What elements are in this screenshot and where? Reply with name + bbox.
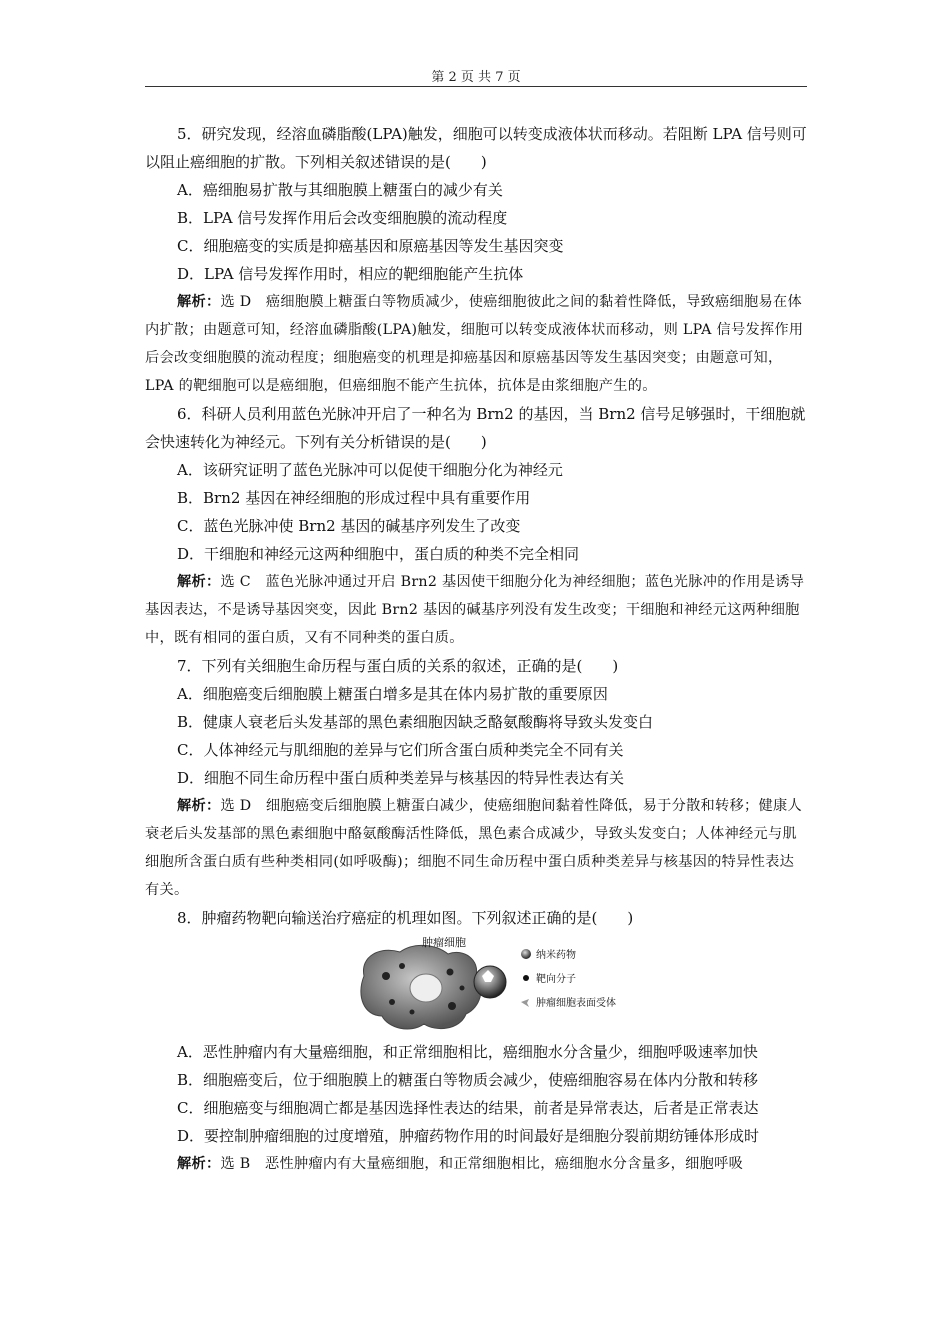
document-body bbox=[145, 120, 807, 1178]
granule bbox=[448, 1002, 456, 1010]
option-a: A．细胞癌变后细胞膜上糖蛋白增多是其在体内易扩散的重要原因 bbox=[177, 685, 608, 703]
question-stem: 8．肿瘤药物靶向输送治疗癌症的机理如图。下列叙述正确的是( ) bbox=[177, 909, 634, 927]
granule bbox=[447, 969, 454, 976]
explanation bbox=[145, 1150, 807, 1178]
option-b: B．健康人衰老后头发基部的黑色素细胞因缺乏酪氨酸酶将导致头发变白 bbox=[177, 713, 654, 731]
option-a: A．该研究证明了蓝色光脉冲可以促使干细胞分化为神经元 bbox=[177, 461, 563, 479]
question-stem: 5．研究发现，经溶血磷脂酸(LPA)触发，细胞可以转变成液体状而移动。若阻断 LPA 信号则可以阻止癌细胞的扩散。下列相关叙述错误的是( ) bbox=[145, 125, 807, 171]
option-d: D．细胞不同生命历程中蛋白质种类差异与核基因的特异性表达有关 bbox=[177, 769, 625, 787]
nucleus bbox=[410, 974, 442, 1002]
option-c: C．细胞癌变的实质是抑癌基因和原癌基因等发生基因突变 bbox=[177, 237, 564, 255]
option-d: D．要控制肿瘤细胞的过度增殖，肿瘤药物作用的时间最好是细胞分裂前期纺锤体形成时 bbox=[177, 1127, 760, 1145]
question-7 bbox=[145, 652, 807, 904]
granule bbox=[389, 999, 395, 1005]
legend-receptor-icon bbox=[521, 999, 529, 1007]
explanation-text: 选 C 蓝色光脉冲通过开启 Brn2 基因使干细胞分化为神经细胞；蓝色光脉冲的作用是诱导基因表达，不是诱导基因突变，因此 Brn2 基因的碱基序列没有发生改变；干细胞和神经元这两种细胞中，既有相同的蛋白质，又有不同种类的蛋白质。 bbox=[145, 574, 805, 646]
explanation-text: 选 D 癌细胞膜上糖蛋白等物质减少，使癌细胞彼此之间的黏着性降低，导致癌细胞易在体内扩散；由题意可知，经溶血磷脂酸(LPA)触发，细胞可以转变成液体状而移动，则 LPA 信号发挥作用后会改变细胞膜的流动程度；细胞癌变的机理是抑癌基因和原癌基因等发生基因突变；由题意可知，LPA 的靶细胞可以是癌细胞，但癌细胞不能产生抗体，抗体是由浆细胞产生的。 bbox=[145, 294, 804, 394]
explanation-label: 解析： bbox=[177, 798, 221, 814]
option-a: A．恶性肿瘤内有大量癌细胞，和正常细胞相比，癌细胞水分含量少，细胞呼吸速率加快 bbox=[177, 1043, 758, 1061]
legend-target-molecule-icon bbox=[523, 975, 529, 981]
explanation bbox=[145, 568, 807, 652]
header-divider bbox=[145, 86, 807, 87]
option-b: B．LPA 信号发挥作用后会改变细胞膜的流动程度 bbox=[177, 209, 508, 227]
option-b: B．Brn2 基因在神经细胞的形成过程中具有重要作用 bbox=[177, 489, 531, 507]
page-header: 第 2 页 共 7 页 bbox=[431, 70, 521, 85]
option-d: D．LPA 信号发挥作用时，相应的靶细胞能产生抗体 bbox=[177, 265, 524, 283]
cell-label: 肿瘤细胞 bbox=[422, 936, 466, 949]
explanation bbox=[145, 288, 807, 400]
option-d: D．干细胞和神经元这两种细胞中，蛋白质的种类不完全相同 bbox=[177, 545, 580, 563]
question-8 bbox=[145, 904, 807, 1178]
granule bbox=[460, 986, 465, 991]
question-6 bbox=[145, 400, 807, 652]
legend-nano-drug-icon bbox=[521, 949, 531, 959]
option-c: C．人体神经元与肌细胞的差异与它们所含蛋白质种类完全不同有关 bbox=[177, 741, 624, 759]
question-stem: 7．下列有关细胞生命历程与蛋白质的关系的叙述，正确的是( ) bbox=[177, 657, 619, 675]
option-c: C．细胞癌变与细胞凋亡都是基因选择性表达的结果，前者是异常表达，后者是正常表达 bbox=[177, 1099, 759, 1117]
explanation-label: 解析： bbox=[177, 1156, 221, 1172]
question-stem: 6．科研人员利用蓝色光脉冲开启了一种名为 Brn2 的基因，当 Brn2 信号足够强时，干细胞就会快速转化为神经元。下列有关分析错误的是( ) bbox=[145, 405, 806, 451]
tumor-drug-figure bbox=[145, 936, 807, 1036]
explanation bbox=[145, 792, 807, 904]
granule bbox=[410, 1010, 415, 1015]
explanation-label: 解析： bbox=[177, 574, 221, 590]
granule bbox=[399, 963, 405, 969]
explanation-text: 选 B 恶性肿瘤内有大量癌细胞，和正常细胞相比，癌细胞水分含量多，细胞呼吸 bbox=[220, 1156, 744, 1172]
tumor-diagram bbox=[352, 936, 642, 1036]
question-5 bbox=[145, 120, 807, 400]
explanation-label: 解析： bbox=[177, 294, 221, 310]
explanation-text: 选 D 细胞癌变后细胞膜上糖蛋白减少，使癌细胞间黏着性降低，易于分散和转移；健康人衰老后头发基部的黑色素细胞中酪氨酸酶活性降低，黑色素合成减少，导致头发变白；人体神经元与肌细胞所含蛋白质有些种类相同(如呼吸酶)；细胞不同生命历程中蛋白质种类差异与核基因的特异性表达有关。 bbox=[145, 798, 802, 898]
legend-target-molecule: 靶向分子 bbox=[536, 974, 576, 985]
option-b: B．细胞癌变后，位于细胞膜上的糖蛋白等物质会减少，使癌细胞容易在体内分散和转移 bbox=[177, 1071, 759, 1089]
legend-receptor: 肿瘤细胞表面受体 bbox=[536, 998, 616, 1009]
option-c: C．蓝色光脉冲使 Brn2 基因的碱基序列发生了改变 bbox=[177, 517, 521, 535]
granule bbox=[382, 972, 390, 980]
option-a: A．癌细胞易扩散与其细胞膜上糖蛋白的减少有关 bbox=[177, 181, 503, 199]
legend-nano-drug: 纳米药物 bbox=[536, 950, 576, 961]
